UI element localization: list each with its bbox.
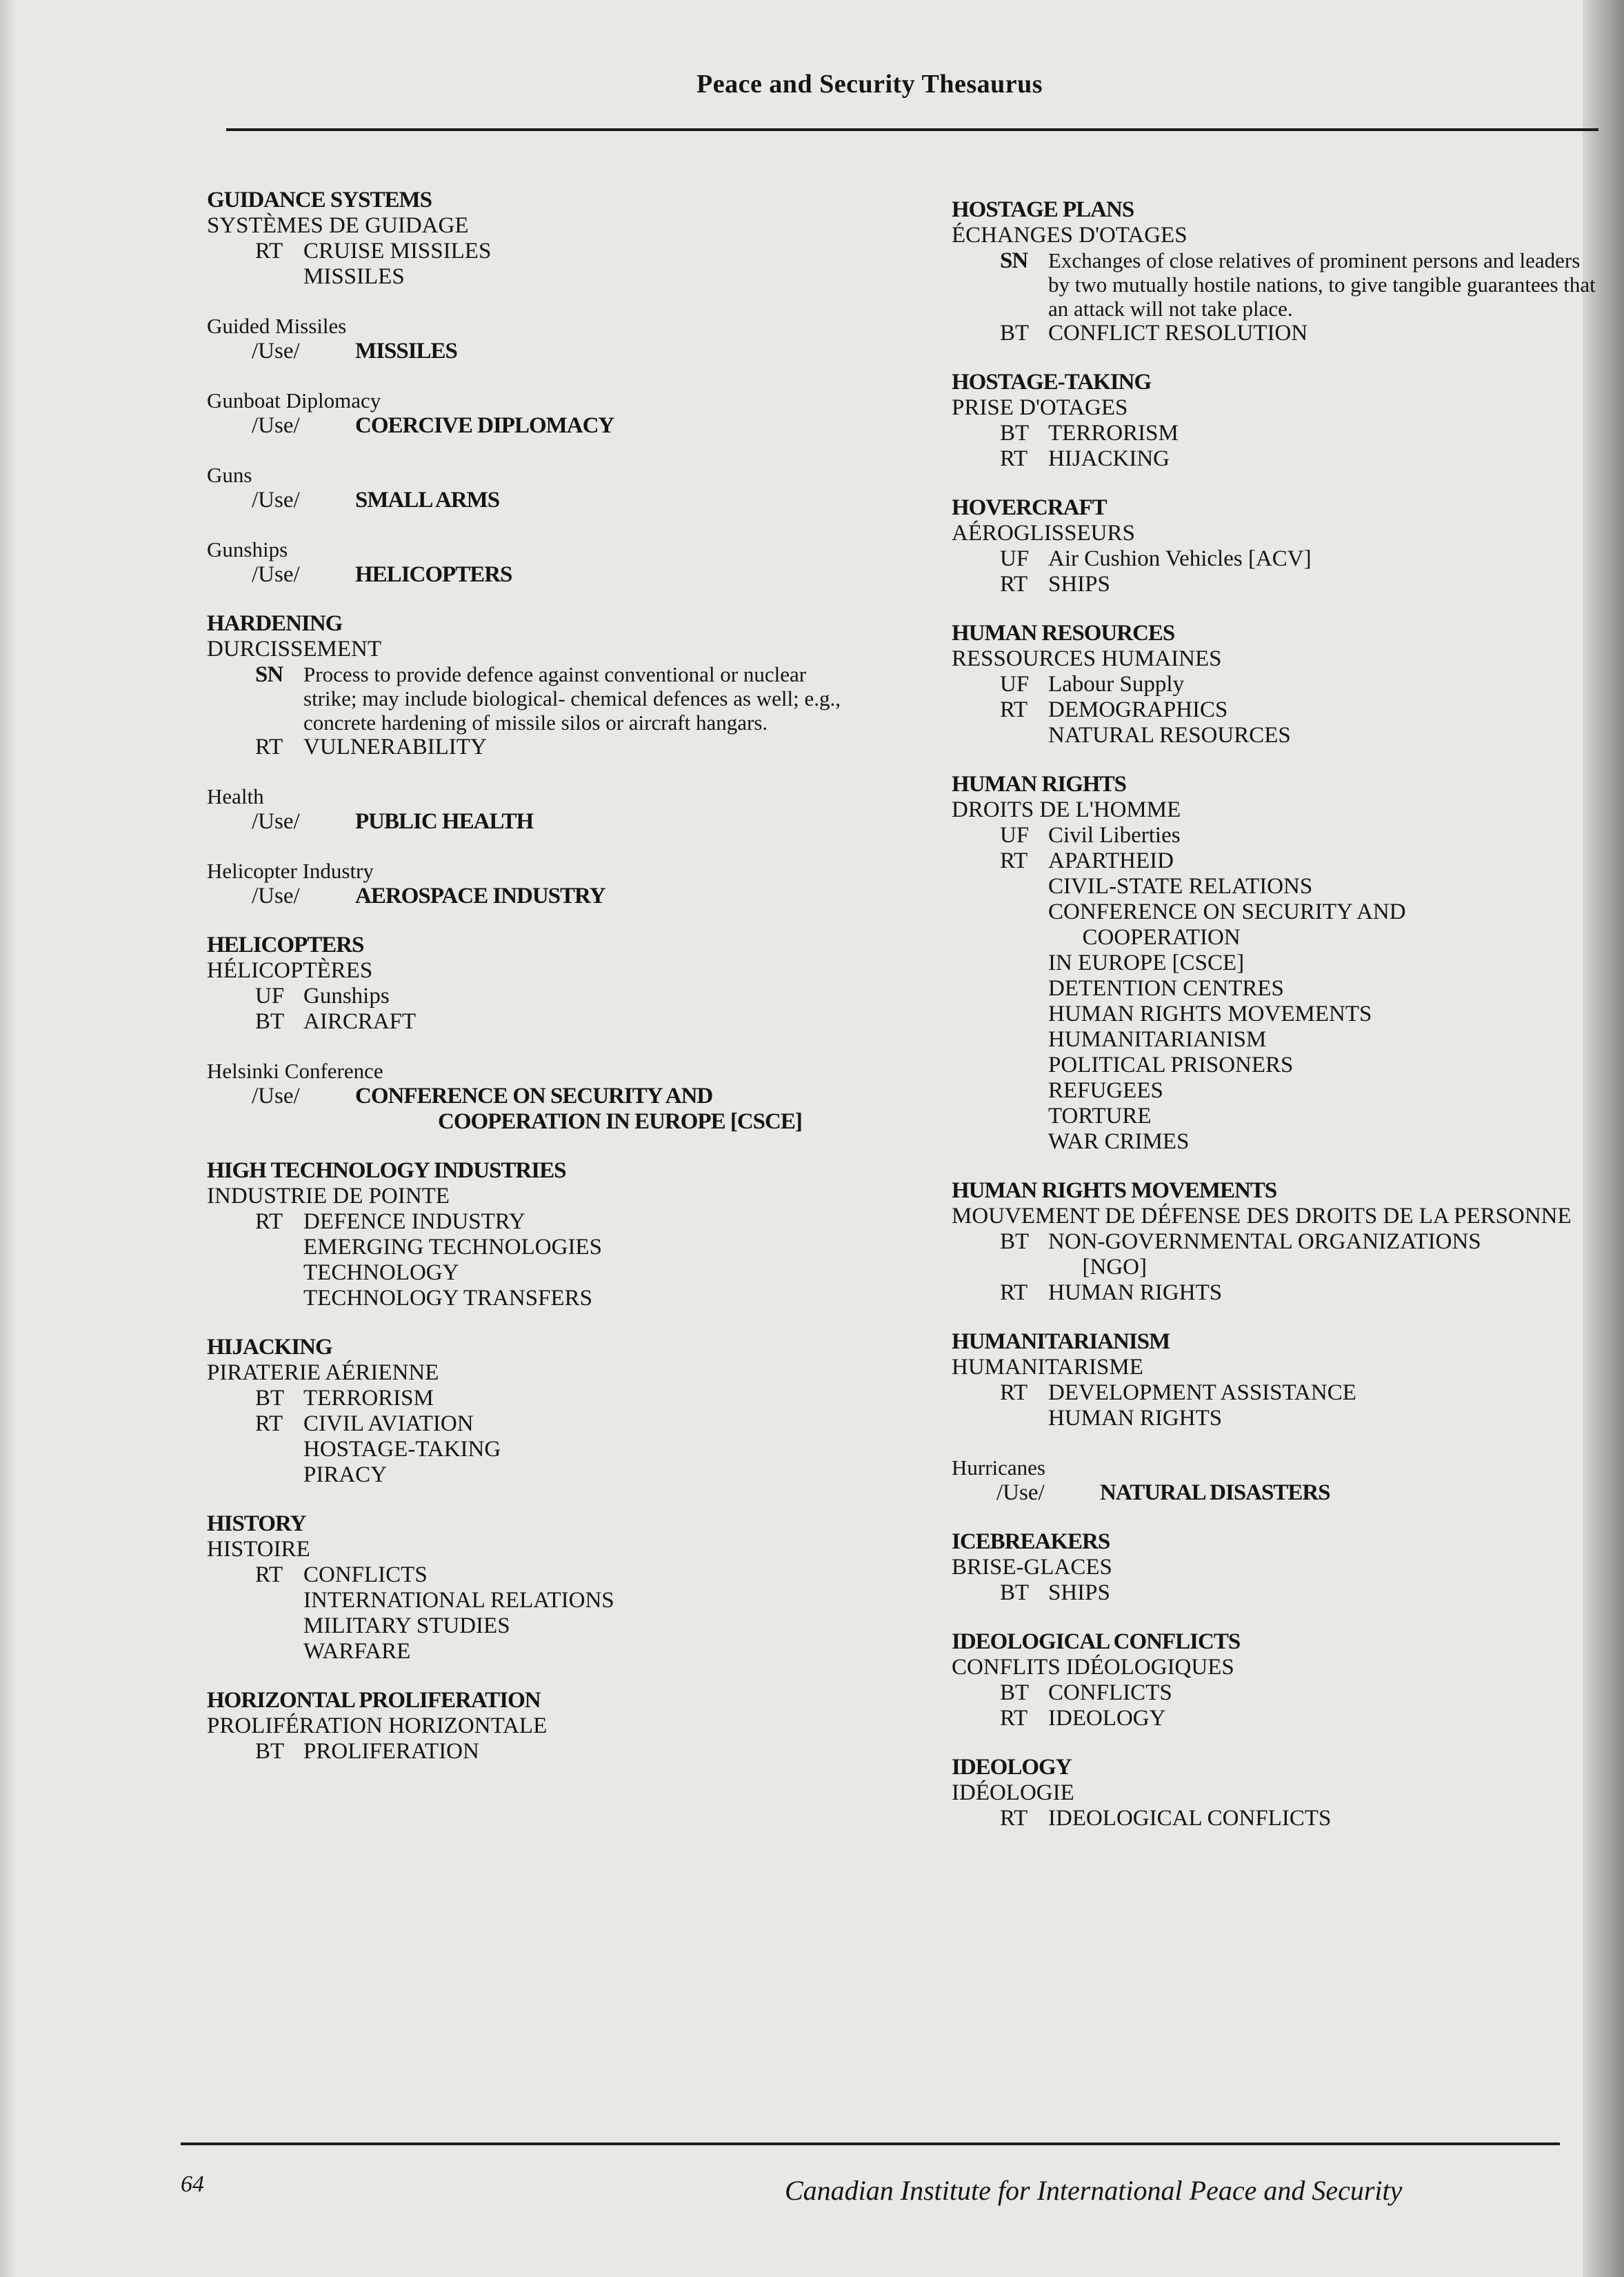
use-reference <box>252 413 862 439</box>
use-label: /Use/ <box>252 413 300 438</box>
related-term: Labour Supply <box>1048 672 1185 697</box>
related-term: DEVELOPMENT ASSISTANCE <box>1048 1380 1356 1405</box>
relation-code: UF <box>1000 546 1030 571</box>
non-preferred-term: Health <box>207 784 264 808</box>
related-term: DEFENCE INDUSTRY <box>303 1209 525 1234</box>
french-equivalent: HUMANITARISME <box>952 1355 1143 1380</box>
scope-note <box>952 248 1600 321</box>
relation-rt <box>952 848 1600 1155</box>
use-target-term: SMALL ARMS <box>355 488 500 513</box>
non-preferred-term: Guns <box>207 463 252 487</box>
related-terms <box>303 1209 862 1311</box>
relation-code: UF <box>1000 823 1030 848</box>
thesaurus-entry <box>952 197 1600 346</box>
related-term: CONFLICTS <box>1048 1680 1172 1705</box>
thesaurus-entry <box>207 1058 862 1135</box>
relation-code: BT <box>255 1386 285 1411</box>
footer-rule <box>181 2142 1560 2145</box>
related-term: TECHNOLOGY TRANSFERS <box>303 1286 592 1311</box>
related-term: MISSILES <box>303 264 405 289</box>
descriptor-heading: IDEOLOGY <box>952 1755 1072 1780</box>
relation-rt <box>952 572 1600 597</box>
related-term: IDEOLOGY <box>1048 1706 1166 1731</box>
relation-code: BT <box>1000 1680 1030 1705</box>
right-column <box>952 197 1600 1855</box>
related-term: Air Cushion Vehicles [ACV] <box>1048 546 1312 571</box>
relation-code: RT <box>1000 1380 1028 1405</box>
relation-rt <box>952 1280 1600 1306</box>
french-equivalent: HISTOIRE <box>207 1537 310 1562</box>
relation-code: BT <box>1000 421 1030 446</box>
thesaurus-entry <box>952 1178 1600 1306</box>
relation-rt <box>207 239 862 290</box>
thesaurus-entry <box>207 462 862 513</box>
scope-note-text: Process to provide defence against conventional or nuclear strike; may include biological- chemical defences as well; e.g., concrete hardening of missile silos or aircraft hangars. <box>303 662 841 735</box>
use-reference <box>252 1084 862 1109</box>
related-term: PIRACY <box>303 1462 388 1487</box>
descriptor-heading: HORIZONTAL PROLIFERATION <box>207 1688 541 1713</box>
descriptor-heading: HELICOPTERS <box>207 933 364 957</box>
related-terms <box>1048 321 1600 346</box>
use-target-term-continued: COOPERATION IN EUROPE [CSCE] <box>438 1109 802 1134</box>
descriptor-heading: HUMANITARIANISM <box>952 1329 1170 1354</box>
relation-code: RT <box>1000 446 1028 471</box>
french-equivalent: PRISE D'OTAGES <box>952 395 1128 420</box>
use-label: /Use/ <box>252 562 300 587</box>
related-term: TERRORISM <box>303 1386 434 1411</box>
related-terms <box>303 1411 862 1488</box>
relation-bt <box>207 1386 862 1411</box>
use-label: /Use/ <box>252 809 300 834</box>
thesaurus-entry <box>207 537 862 588</box>
scope-note <box>207 662 862 735</box>
descriptor-heading: HIJACKING <box>207 1335 332 1360</box>
relation-bt <box>207 1739 862 1764</box>
related-term: TERRORISM <box>1048 421 1179 446</box>
related-term: EMERGING TECHNOLOGIES <box>303 1235 602 1260</box>
related-term: HUMAN RIGHTS <box>1048 1280 1223 1305</box>
descriptor-heading: HISTORY <box>207 1511 306 1536</box>
related-terms <box>303 984 862 1009</box>
related-terms <box>303 239 862 290</box>
thesaurus-entry <box>207 1688 862 1764</box>
descriptor-heading: HUMAN RESOURCES <box>952 621 1175 646</box>
scope-note-code: SN <box>255 662 283 687</box>
related-term: SHIPS <box>1048 1580 1110 1605</box>
thesaurus-entry <box>207 784 862 835</box>
relation-code: RT <box>255 1209 283 1234</box>
relation-code: BT <box>255 1739 285 1764</box>
related-term: WAR CRIMES <box>1048 1129 1190 1154</box>
relation-code: RT <box>1000 1806 1028 1831</box>
french-equivalent: AÉROGLISSEURS <box>952 521 1135 546</box>
thesaurus-entry <box>207 388 862 439</box>
french-equivalent: CONFLITS IDÉOLOGIQUES <box>952 1655 1234 1680</box>
thesaurus-entry <box>207 1511 862 1664</box>
thesaurus-entry <box>952 370 1600 472</box>
related-term: CIVIL AVIATION <box>303 1411 474 1436</box>
related-term: IDEOLOGICAL CONFLICTS <box>1048 1806 1332 1831</box>
relation-rt <box>207 1411 862 1488</box>
relation-rt <box>207 1209 862 1311</box>
related-term: MILITARY STUDIES <box>303 1613 510 1638</box>
thesaurus-entry <box>207 933 862 1035</box>
use-target-term: COERCIVE DIPLOMACY <box>355 413 614 438</box>
related-term: CONFLICTS <box>303 1562 428 1587</box>
relation-rt <box>952 1706 1600 1731</box>
thesaurus-entry <box>952 1755 1600 1831</box>
relation-code: RT <box>1000 697 1028 722</box>
scope-note-text: Exchanges of close relatives of prominent persons and leaders by two mutually hostile nations, to give tangible guarantees that an attack will not take place. <box>1048 248 1596 321</box>
related-term: COOPERATION <box>1048 925 1241 950</box>
use-target-term: AEROSPACE INDUSTRY <box>355 884 605 908</box>
thesaurus-entry <box>952 1455 1600 1506</box>
non-preferred-term: Helicopter Industry <box>207 859 374 883</box>
related-term: IN EUROPE [CSCE] <box>1048 951 1245 975</box>
french-equivalent: MOUVEMENT DE DÉFENSE DES DROITS DE LA PERSONNE <box>952 1204 1572 1229</box>
related-term: VULNERABILITY <box>303 735 487 759</box>
related-term: WARFARE <box>303 1639 411 1664</box>
use-target-term: PUBLIC HEALTH <box>355 809 534 834</box>
related-term: Gunships <box>303 984 390 1008</box>
related-terms <box>1048 572 1600 597</box>
relation-code: RT <box>1000 1280 1028 1305</box>
relation-rt <box>952 446 1600 472</box>
thesaurus-entry <box>952 1329 1600 1431</box>
thesaurus-entry <box>207 858 862 909</box>
french-equivalent: RESSOURCES HUMAINES <box>952 646 1222 671</box>
spacer <box>252 1109 355 1135</box>
related-term: Civil Liberties <box>1048 823 1181 848</box>
relation-bt <box>207 1009 862 1035</box>
related-terms <box>1048 1706 1600 1731</box>
page-number: 64 <box>181 2171 204 2197</box>
relation-code: UF <box>255 984 285 1008</box>
descriptor-heading: HOSTAGE-TAKING <box>952 370 1152 395</box>
use-label: /Use/ <box>252 488 300 513</box>
related-term: AIRCRAFT <box>303 1009 417 1034</box>
use-label: /Use/ <box>252 339 300 364</box>
french-equivalent: DURCISSEMENT <box>207 637 382 662</box>
french-equivalent: HÉLICOPTÈRES <box>207 958 373 983</box>
french-equivalent: BRISE-GLACES <box>952 1555 1112 1580</box>
related-terms <box>1048 672 1600 697</box>
relation-code: RT <box>255 239 283 264</box>
non-preferred-term: Gunships <box>207 537 288 561</box>
use-reference <box>252 562 862 588</box>
related-term: NATURAL RESOURCES <box>1048 723 1291 748</box>
thesaurus-entry <box>952 1529 1600 1606</box>
relation-code: UF <box>1000 672 1030 697</box>
related-term: DETENTION CENTRES <box>1048 976 1284 1001</box>
related-term: HUMANITARIANISM <box>1048 1027 1267 1052</box>
related-terms <box>1048 546 1600 572</box>
related-term: INTERNATIONAL RELATIONS <box>303 1588 614 1613</box>
thesaurus-entry <box>952 621 1600 748</box>
use-target-term: HELICOPTERS <box>355 562 512 587</box>
related-terms <box>303 1009 862 1035</box>
related-term: NON-GOVERNMENTAL ORGANIZATIONS <box>1048 1229 1481 1254</box>
thesaurus-entry <box>207 188 862 290</box>
related-terms <box>1048 446 1600 472</box>
relation-bt <box>952 1229 1600 1280</box>
french-equivalent: PROLIFÉRATION HORIZONTALE <box>207 1713 548 1738</box>
non-preferred-term: Hurricanes <box>952 1455 1045 1480</box>
related-term: PROLIFERATION <box>303 1739 479 1764</box>
use-target-term: NATURAL DISASTERS <box>1100 1480 1330 1505</box>
related-terms <box>303 1386 862 1411</box>
relation-code: RT <box>1000 848 1028 873</box>
related-terms <box>1048 421 1600 446</box>
related-term: DEMOGRAPHICS <box>1048 697 1228 722</box>
french-equivalent: IDÉOLOGIE <box>952 1780 1074 1805</box>
related-term: CIVIL-STATE RELATIONS <box>1048 874 1313 899</box>
relation-bt <box>952 421 1600 446</box>
related-terms <box>303 1562 862 1664</box>
related-term: HIJACKING <box>1048 446 1170 471</box>
relation-rt <box>952 1806 1600 1831</box>
descriptor-heading: HARDENING <box>207 611 343 636</box>
use-reference <box>252 884 862 909</box>
relation-rt <box>952 697 1600 748</box>
relation-code: BT <box>255 1009 285 1034</box>
page-edge-shadow <box>0 0 15 2277</box>
relation-code: BT <box>1000 1580 1030 1605</box>
use-reference <box>252 809 862 835</box>
related-term: CRUISE MISSILES <box>303 239 492 264</box>
related-term: TORTURE <box>1048 1104 1152 1128</box>
related-terms <box>1048 1280 1600 1306</box>
descriptor-heading: HOSTAGE PLANS <box>952 197 1134 222</box>
relation-bt <box>952 321 1600 346</box>
relation-code: BT <box>1000 321 1030 346</box>
scope-note-code: SN <box>1000 248 1028 273</box>
relation-bt <box>952 1580 1600 1606</box>
relation-uf <box>952 823 1600 848</box>
relation-code: RT <box>1000 572 1028 597</box>
footer-publisher: Canadian Institute for International Peace and Security <box>785 2175 1403 2206</box>
related-terms <box>1048 1806 1600 1831</box>
non-preferred-term: Helsinki Conference <box>207 1059 383 1083</box>
related-terms <box>303 1739 862 1764</box>
thesaurus-entry <box>952 495 1600 597</box>
related-terms <box>1048 848 1600 1155</box>
thesaurus-entry <box>207 1158 862 1311</box>
french-equivalent: ÉCHANGES D'OTAGES <box>952 223 1187 248</box>
use-reference-continued <box>252 1109 862 1135</box>
relation-uf <box>952 546 1600 572</box>
use-target-term: CONFERENCE ON SECURITY AND <box>355 1084 713 1108</box>
related-term: CONFLICT RESOLUTION <box>1048 321 1308 346</box>
relation-rt <box>207 1562 862 1664</box>
related-term: POLITICAL PRISONERS <box>1048 1053 1294 1077</box>
relation-code: RT <box>255 1411 283 1436</box>
thesaurus-entry <box>207 611 862 760</box>
use-target-term: MISSILES <box>355 339 457 364</box>
thesaurus-entry <box>952 1629 1600 1731</box>
related-term: CONFERENCE ON SECURITY AND <box>1048 899 1406 924</box>
french-equivalent: INDUSTRIE DE POINTE <box>207 1184 450 1209</box>
french-equivalent: DROITS DE L'HOMME <box>952 797 1181 822</box>
non-preferred-term: Guided Missiles <box>207 314 347 338</box>
french-equivalent: PIRATERIE AÉRIENNE <box>207 1360 439 1385</box>
descriptor-heading: IDEOLOGICAL CONFLICTS <box>952 1629 1241 1654</box>
relation-code: RT <box>255 1562 283 1587</box>
descriptor-heading: HUMAN RIGHTS MOVEMENTS <box>952 1178 1277 1203</box>
related-term: HUMAN RIGHTS <box>1048 1406 1223 1431</box>
descriptor-heading: HUMAN RIGHTS <box>952 772 1126 797</box>
thesaurus-entry <box>207 313 862 364</box>
header-rule <box>226 128 1598 131</box>
relation-code: BT <box>1000 1229 1030 1254</box>
descriptor-heading: HOVERCRAFT <box>952 495 1107 520</box>
related-terms <box>1048 1229 1600 1280</box>
use-label: /Use/ <box>252 884 300 908</box>
relation-uf <box>207 984 862 1009</box>
relation-rt <box>952 1380 1600 1431</box>
related-term: TECHNOLOGY <box>303 1260 459 1285</box>
related-terms <box>1048 1380 1600 1431</box>
use-reference <box>252 339 862 364</box>
relation-rt <box>207 735 862 760</box>
thesaurus-entry <box>952 772 1600 1155</box>
use-label: /Use/ <box>252 1084 300 1108</box>
related-term: [NGO] <box>1048 1255 1147 1280</box>
relation-bt <box>952 1680 1600 1706</box>
related-term: SHIPS <box>1048 572 1110 597</box>
use-reference <box>252 488 862 513</box>
use-reference <box>996 1480 1600 1506</box>
relation-uf <box>952 672 1600 697</box>
use-label: /Use/ <box>996 1480 1045 1505</box>
descriptor-heading: HIGH TECHNOLOGY INDUSTRIES <box>207 1158 566 1183</box>
related-terms <box>1048 1580 1600 1606</box>
related-terms <box>1048 823 1600 848</box>
related-term: APARTHEID <box>1048 848 1174 873</box>
left-column <box>207 188 862 1788</box>
french-equivalent: SYSTÈMES DE GUIDAGE <box>207 213 469 238</box>
related-term: REFUGEES <box>1048 1078 1163 1103</box>
non-preferred-term: Gunboat Diplomacy <box>207 388 381 412</box>
thesaurus-entry <box>207 1335 862 1488</box>
descriptor-heading: ICEBREAKERS <box>952 1529 1110 1554</box>
related-terms <box>1048 1680 1600 1706</box>
related-terms <box>1048 697 1600 748</box>
related-term: HOSTAGE-TAKING <box>303 1437 501 1462</box>
related-terms <box>303 735 862 760</box>
relation-code: RT <box>255 735 283 759</box>
page-header-title: Peace and Security Thesaurus <box>696 70 1043 99</box>
relation-code: RT <box>1000 1706 1028 1731</box>
descriptor-heading: GUIDANCE SYSTEMS <box>207 188 432 212</box>
related-term: HUMAN RIGHTS MOVEMENTS <box>1048 1002 1372 1026</box>
